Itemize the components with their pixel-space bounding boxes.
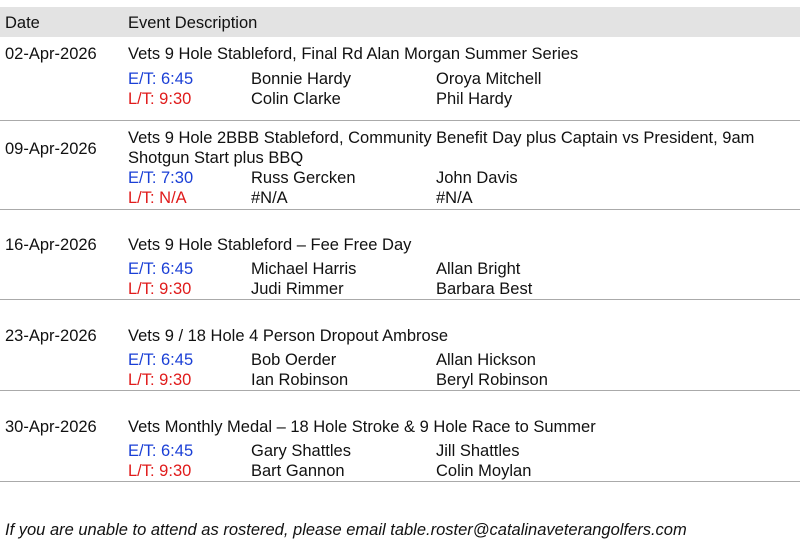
event-date: 02-Apr-2026 [5, 45, 97, 63]
early-player-1: Michael Harris [251, 260, 357, 278]
early-player-2: Jill Shattles [436, 442, 520, 460]
footer-note: If you are unable to attend as rostered, please email table.roster@catalinaveterangolfers.com [5, 521, 687, 539]
late-tee-time: L/T: N/A [128, 189, 187, 207]
event-row [0, 300, 800, 391]
event-date: 16-Apr-2026 [5, 236, 97, 254]
late-player-1: Bart Gannon [251, 462, 345, 480]
event-row [0, 37, 800, 121]
event-description: Vets Monthly Medal – 18 Hole Stroke & 9 Hole Race to Summer [128, 418, 596, 436]
early-tee-time: E/T: 6:45 [128, 442, 194, 460]
late-player-1: Colin Clarke [251, 90, 341, 108]
early-player-2: John Davis [436, 169, 518, 187]
event-date: 30-Apr-2026 [5, 418, 97, 436]
early-player-2: Allan Bright [436, 260, 521, 278]
event-description: Vets 9 Hole Stableford, Final Rd Alan Morgan Summer Series [128, 45, 579, 63]
early-player-1: Russ Gercken [251, 169, 356, 187]
early-player-2: Oroya Mitchell [436, 70, 542, 88]
late-tee-time: L/T: 9:30 [128, 371, 192, 389]
event-date: 23-Apr-2026 [5, 327, 97, 345]
early-player-2: Allan Hickson [436, 351, 536, 369]
early-tee-time: E/T: 6:45 [128, 260, 194, 278]
late-player-2: Phil Hardy [436, 90, 513, 108]
event-row [0, 121, 800, 210]
early-player-1: Gary Shattles [251, 442, 351, 460]
event-row [0, 210, 800, 300]
early-tee-time: E/T: 7:30 [128, 169, 194, 187]
event-description: Vets 9 / 18 Hole 4 Person Dropout Ambrose [128, 327, 449, 345]
late-player-1: Judi Rimmer [251, 280, 344, 298]
late-player-1: #N/A [251, 189, 288, 207]
early-player-1: Bonnie Hardy [251, 70, 351, 88]
late-player-2: Colin Moylan [436, 462, 532, 480]
early-tee-time: E/T: 6:45 [128, 351, 194, 369]
event-description: Vets 9 Hole 2BBB Stableford, Community Benefit Day plus Captain vs President, 9am Shotgun Start plus BBQ [128, 129, 755, 167]
table-header [0, 7, 800, 37]
late-player-2: Beryl Robinson [436, 371, 548, 389]
early-tee-time: E/T: 6:45 [128, 70, 194, 88]
late-tee-time: L/T: 9:30 [128, 280, 192, 298]
late-player-2: Barbara Best [436, 280, 533, 298]
event-date: 09-Apr-2026 [5, 140, 97, 158]
early-player-1: Bob Oerder [251, 351, 337, 369]
late-player-2: #N/A [436, 189, 473, 207]
event-description: Vets 9 Hole Stableford – Fee Free Day [128, 236, 412, 254]
late-player-1: Ian Robinson [251, 371, 349, 389]
event-row [0, 391, 800, 482]
header-date: Date [5, 14, 40, 32]
late-tee-time: L/T: 9:30 [128, 462, 192, 480]
late-tee-time: L/T: 9:30 [128, 90, 192, 108]
header-description: Event Description [128, 14, 258, 32]
